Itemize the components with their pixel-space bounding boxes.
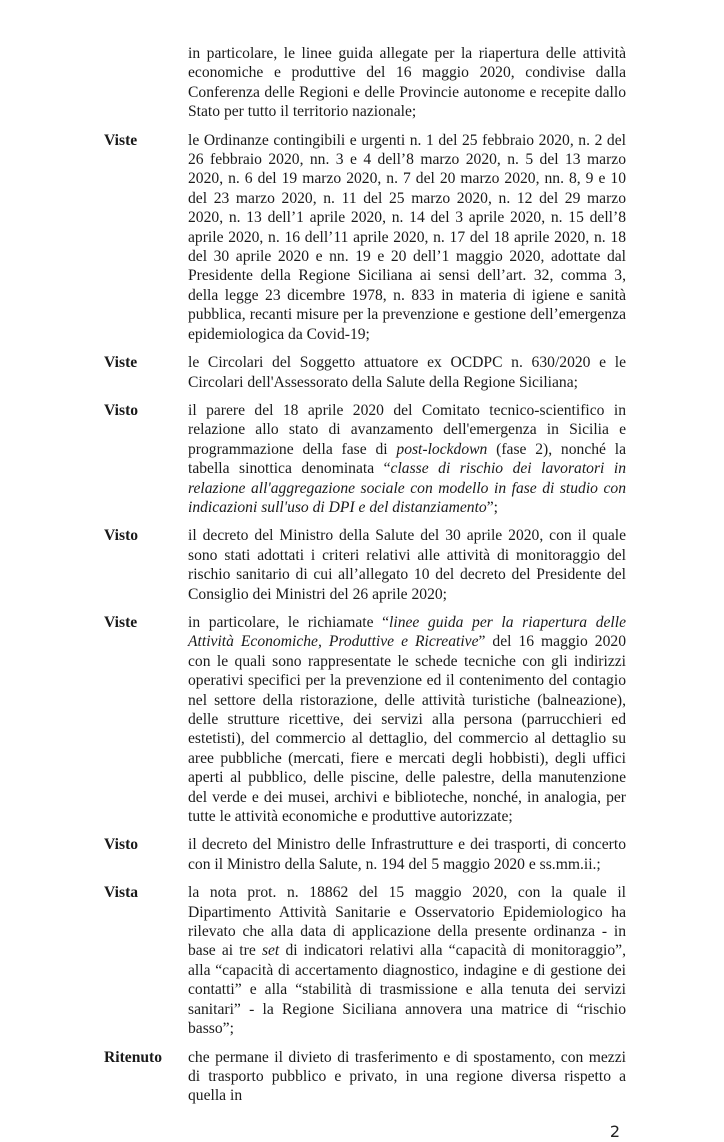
- section-label: Viste: [104, 613, 138, 631]
- text-run: il parere del 18 aprile 2020 del Comitato tecnico-scientifico in relazione allo stato di avanzamento dell'emergenza in Sicilia e programmazione della fase di: [188, 401, 626, 458]
- section-label: Viste: [104, 131, 138, 149]
- section-3: [104, 401, 626, 517]
- section-7: [104, 883, 626, 1038]
- section-label: Visto: [104, 401, 139, 419]
- section-4: [104, 526, 626, 604]
- page-footer: [104, 1122, 626, 1142]
- section-label: Visto: [104, 836, 139, 854]
- section-body: [188, 131, 626, 344]
- section-body: [188, 613, 626, 826]
- section-body: [188, 1048, 626, 1106]
- section-label: [104, 44, 188, 122]
- section-label: Viste: [104, 354, 138, 372]
- section-label: Ritenuto: [104, 1048, 163, 1066]
- italic-text-run: set: [261, 942, 280, 960]
- text-run: che permane il divieto di trasferimento e di spostamento, con mezzi di trasporto pubblico e privato, in una regione diversa rispetto a quella in: [188, 1048, 626, 1105]
- section-body: [188, 44, 626, 122]
- italic-text-run: linee guida per la riapertura delle Attività Economiche, Produttive e Ricreative: [188, 613, 627, 651]
- text-run: in particolare, le linee guida allegate per la riapertura delle attività economiche e produttive del 16 maggio 2020, condivise dalla Conferenza delle Regioni e delle Provincie autonome e recepite dallo Stato per tutto il territorio nazionale;: [188, 45, 626, 121]
- section-body: [188, 883, 626, 1038]
- section-0: [104, 44, 626, 122]
- section-label: Vista: [104, 884, 139, 902]
- section-body: [188, 401, 626, 517]
- section-body: [188, 835, 626, 874]
- text-run: (fase 2), nonché la tabella sinottica denominata “: [188, 440, 627, 478]
- text-run: le Circolari del Soggetto attuatore ex OCDPC n. 630/2020 e le Circolari dell'Assessorato della Salute della Regione Siciliana;: [188, 354, 626, 391]
- italic-text-run: post-lockdown: [396, 440, 488, 458]
- section-2: [104, 353, 626, 392]
- section-body: [188, 526, 626, 604]
- section-5: [104, 613, 626, 826]
- text-run: ” del 16 maggio 2020 con le quali sono rappresentate le schede tecniche con gli indirizzi operativi specifici per la prevenzione ed il contenimento del contagio nel settore della ristorazione, delle attività turistiche (balneazione), delle strutture ricettive, dei servizi alla persona (parrucchieri ed estetisti), del commercio al dettaglio, del commercio al dettaglio su aree pubbliche (mercati, fiere e mercati degli hobbisti), degli uffici aperti al pubblico, delle piscine, delle palestre, della manutenzione del verde e dei musei, archivi e biblioteche, nonché, in analogia, per tutte le attività economiche e produttive autorizzate;: [188, 633, 626, 826]
- section-label: Visto: [104, 527, 139, 545]
- text-run: il decreto del Ministro della Salute del 30 aprile 2020, con il quale sono stati adottati i criteri relativi alle attività di monitoraggio del rischio sanitario di cui all’allegato 10 del decreto del Presidente del Consiglio dei Ministri del 26 aprile 2020;: [188, 527, 626, 603]
- section-body: [188, 353, 626, 392]
- italic-text-run: classe di rischio dei lavoratori in relazione all'aggregazione sociale con modello in fase di studio con indicazioni sull'uso di DPI e del distanziamento: [188, 460, 626, 516]
- text-run: ”;: [486, 498, 498, 516]
- text-run: in particolare, le richiamate “: [188, 613, 390, 631]
- section-6: [104, 835, 626, 874]
- text-run: la nota prot. n. 18862 del 15 maggio 2020, con la quale il Dipartimento Attività Sanitarie e Osservatorio Epidemiologico ha rilevato che alla data di applicazione della presente ordinanza - in base ai tre: [188, 884, 626, 960]
- page-number: 2: [609, 1121, 620, 1141]
- text-run: il decreto del Ministro delle Infrastrutture e dei trasporti, di concerto con il Ministro della Salute, n. 194 del 5 maggio 2020 e ss.mm.ii.;: [188, 836, 626, 873]
- section-8: [104, 1048, 626, 1106]
- text-run: di indicatori relativi alla “capacità di monitoraggio”, alla “capacità di accertamento diagnostico, indagine e di gestione dei contatti” e alla “stabilità di trasmissione e alla tenuta dei servizi sanitari” - la Regione Siciliana annovera una matrice di “rischio basso”;: [188, 942, 626, 1038]
- section-1: [104, 131, 626, 344]
- text-run: le Ordinanze contingibili e urgenti n. 1 del 25 febbraio 2020, n. 2 del 26 febbraio 2020, nn. 3 e 4 dell’8 marzo 2020, n. 5 del 13 marzo 2020, n. 6 del 19 marzo 2020, n. 7 del 20 marzo 2020, nn. 8, 9 e 10 del 23 marzo 2020, n. 11 del 25 marzo 2020, n. 12 del 29 marzo 2020, n. 13 dell’1 aprile 2020, n. 14 del 3 aprile 2020, n. 15 dell’8 aprile 2020, n. 16 dell’11 aprile 2020, n. 17 del 18 aprile 2020, n. 18 del 30 aprile 2020 e nn. 19 e 20 dell’1 maggio 2020, adottate dal Presidente della Regione Siciliana ai sensi dell’art. 32, comma 3, della legge 23 dicembre 1978, n. 833 in materia di igiene e sanità pubblica, recanti misure per la prevenzione e gestione dell’emergenza epidemiologica da Covid-19;: [188, 131, 626, 343]
